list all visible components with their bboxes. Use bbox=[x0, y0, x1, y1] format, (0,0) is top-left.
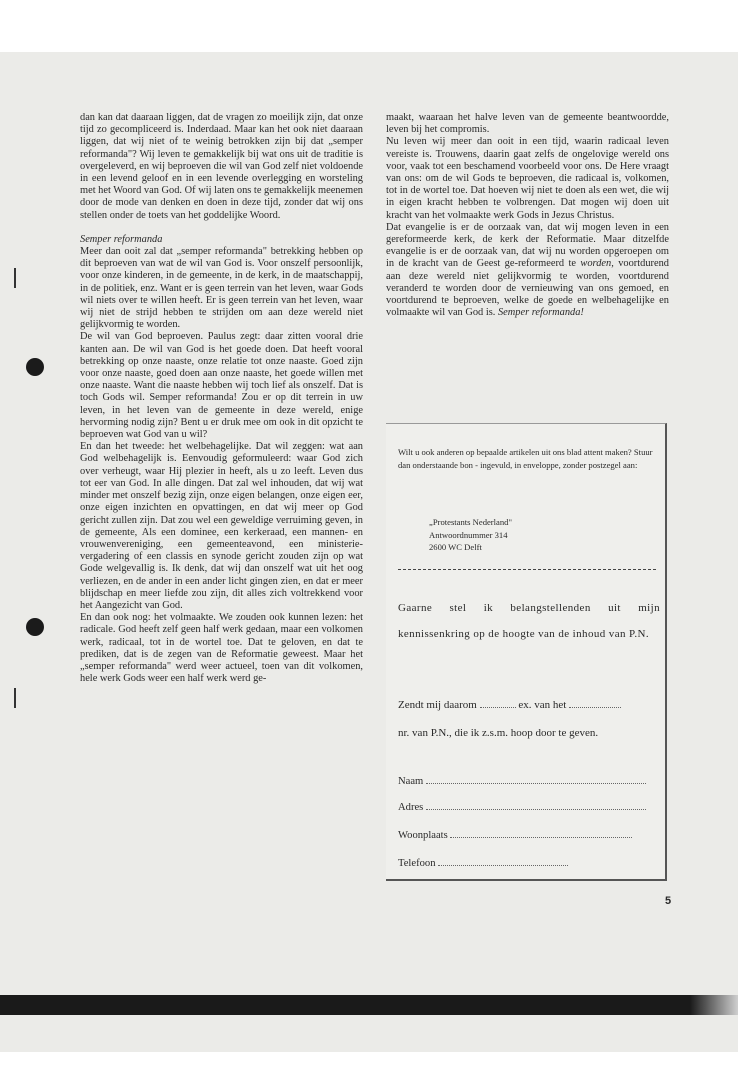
address-field-row: Adres bbox=[398, 800, 660, 815]
scan-edge-band bbox=[0, 995, 738, 1015]
paragraph: Meer dan ooit zal dat „semper reformanda" betrekking hebben op dit beproeven van wat de wil van God is. Voor onszelf persoonlijk, voor onze kinderen, in de gemeente, in de kerk, in de maatschappij, in de politiek, enz. Want er is geen terrein van het leven, waar Gods wil niets over te willen heeft. Er is geen terrein van het leven, waar wij niet de strijd hebben te strijden om aan deze wereld niet gelijkvormig te worden. bbox=[80, 246, 363, 331]
order-coupon bbox=[386, 423, 667, 881]
paragraph: En dan het tweede: het welbehagelijke. Dat wil zeggen: wat aan God welbehagelijk is. Eenvoudig geformuleerd: waar God zich over verheugt, waar Hij plezier in heeft, als u zo leeft. Leven dus tot eer van God. In alle dingen. Dat zal wel inhouden, dat wij wat minder met onszelf bezig zijn, onze eigen belangen, onze eigen eer, onze eigen inzichten en opvattingen, en dat wij meer op God gericht zullen zijn. Dat zou wel een geweldige verruiming geven, in de gemeente, Als een dominee, een kerkeraad, een mannen- en vrouwenvereniging, een gemeenteavond, een ministerie-vergadering of een classis en synode gericht zouden zijn op wat Gode welgevallig is. Ik denk, dat wij dan onszelf wat uit het oog verliezen, en de ander in een ander licht gingen zien, en dat er meer blijdschap en meer liefde zou zijn, dit alles zich voltrekkend voor het Aangezicht van God. bbox=[80, 441, 363, 611]
phone-field-row: Telefoon bbox=[398, 856, 660, 871]
margin-mark bbox=[14, 688, 16, 708]
left-column bbox=[80, 112, 363, 685]
address-line: Antwoordnummer 314 bbox=[429, 529, 508, 540]
closing-line: Semper reformanda! bbox=[497, 307, 584, 319]
cut-line bbox=[398, 569, 656, 570]
city-field-row: Woonplaats bbox=[398, 828, 660, 843]
address-line: „Protestants Nederland" bbox=[429, 517, 512, 527]
margin-mark bbox=[14, 268, 16, 288]
section-heading: Semper reformanda bbox=[80, 233, 163, 245]
name-field[interactable] bbox=[426, 774, 646, 784]
coupon-intro: Wilt u ook anderen op bepaalde artikelen uit ons blad attent maken? Stuur dan onderstaande bon - ingevuld, in enveloppe, zonder postzegel aan: bbox=[398, 447, 653, 470]
right-column bbox=[386, 112, 669, 319]
punch-hole bbox=[26, 358, 44, 376]
address-line: 2600 WC Delft bbox=[429, 542, 482, 553]
issue-field[interactable] bbox=[569, 698, 621, 708]
order-line: Zendt mij daarom ex. van het bbox=[398, 698, 660, 712]
page-number: 5 bbox=[665, 895, 672, 907]
order-line-continued: nr. van P.N., die ik z.s.m. hoop door te geven. bbox=[398, 727, 599, 739]
city-field[interactable] bbox=[450, 828, 632, 838]
phone-field[interactable] bbox=[438, 856, 568, 866]
name-field-row: Naam bbox=[398, 774, 660, 789]
reply-address bbox=[429, 516, 649, 554]
address-field[interactable] bbox=[426, 800, 646, 810]
copies-field[interactable] bbox=[480, 698, 516, 708]
emphasis: worden, bbox=[580, 258, 614, 270]
punch-hole bbox=[26, 618, 44, 636]
paragraph: De wil van God beproeven. Paulus zegt: daar zitten vooral drie kanten aan. De wil van God is het goede doen. Dat heeft vooral betrekking op onze naaste, onze relatie tot onze naaste. Goed zijn voor onze naaste, goed doen aan onze naaste, het goede willen met onze naaste. Want die naaste hebben wij toch lief als onszelf. Dat is toch Gods wil. Semper reformanda! Zou er op dit terrein in uw leven, in het leven van de gemeente in deze wereld, enige hervorming nodig zijn? Bent u er druk mee om ook in dit opzicht te beproeven wat God van u wil? bbox=[80, 331, 363, 441]
paragraph: maakt, waaraan het halve leven van de gemeente beantwoordde, leven bij het compromis. bbox=[386, 112, 669, 136]
paragraph: Dat evangelie is er de oorzaak van, dat wij mogen leven in een gereformeerde kerk, de kerk der Reformatie. Maar ditzelfde evangelie is er de oorzaak van, dat wij nu worden opgeroepen om in de kracht van de Geest ge-reformeerd te worden, voortdurend aan deze wereld niet gelijkvormig te worden, voortdurend veranderd te worden door de vernieuwing van ons gemoed, en voortdurend te beproeven, welke de goede en welbehagelijke en volmaakte wil van God is. Semper reformanda! bbox=[386, 221, 669, 319]
paragraph: En dan ook nog: het volmaakte. We zouden ook kunnen lezen: het radicale. God heeft zelf geen half werk gedaan, maar een volkomen werk, radicaal, tot in de wortel toe. Dat te geloven, en dat te prediken, dat is de zegen van de Reformatie geweest. Maar het „semper reformanda" werd weer actueel, toen van dit volkomen, hele werk Gods weer een half werk werd ge- bbox=[80, 612, 363, 685]
paragraph: dan kan dat daaraan liggen, dat de vragen zo moeilijk zijn, dat onze tijd zo gecompliceerd is. Inderdaad. Maar kan het ook niet daaraan liggen, dat wij niet of te weinig betrokken zijn bij dat „semper reformanda"? Wij leven te gemakkelijk bij wat ons uit de traditie is overgeleverd, en wij beproeven die wil van God zelf niet voldoende in een levend geloof en in een levende overlegging en worsteling met het Woord van God. Of wij laten ons te gemakkelijk meenemen door de mode van denken en doen in deze tijd, zonder dat wij ons stellen onder de toets van het goddelijke Woord. bbox=[80, 112, 363, 221]
coupon-pitch: Gaarne stel ik belangstellenden uit mijn kennissenkring op de hoogte van de inhoud van P.N. bbox=[398, 602, 660, 640]
paragraph: Nu leven wij meer dan ooit in een tijd, waarin radicaal leven vereiste is. Trouwens, daarin gaat zelfs de ongelovige wereld ons voor, vaak tot een beschamend voorbeeld voor ons. De Here vraagt van ons: om de wil Gods te beproeven, die radicaal is, volkomen, tot in de wortel toe. Dat hoeven wij niet te doen als een wet, die wij in eigen kracht hebben te volbrengen. Dat mogen wij doen uit kracht van het volmaakte werk Gods in Jezus Christus. bbox=[386, 136, 669, 221]
